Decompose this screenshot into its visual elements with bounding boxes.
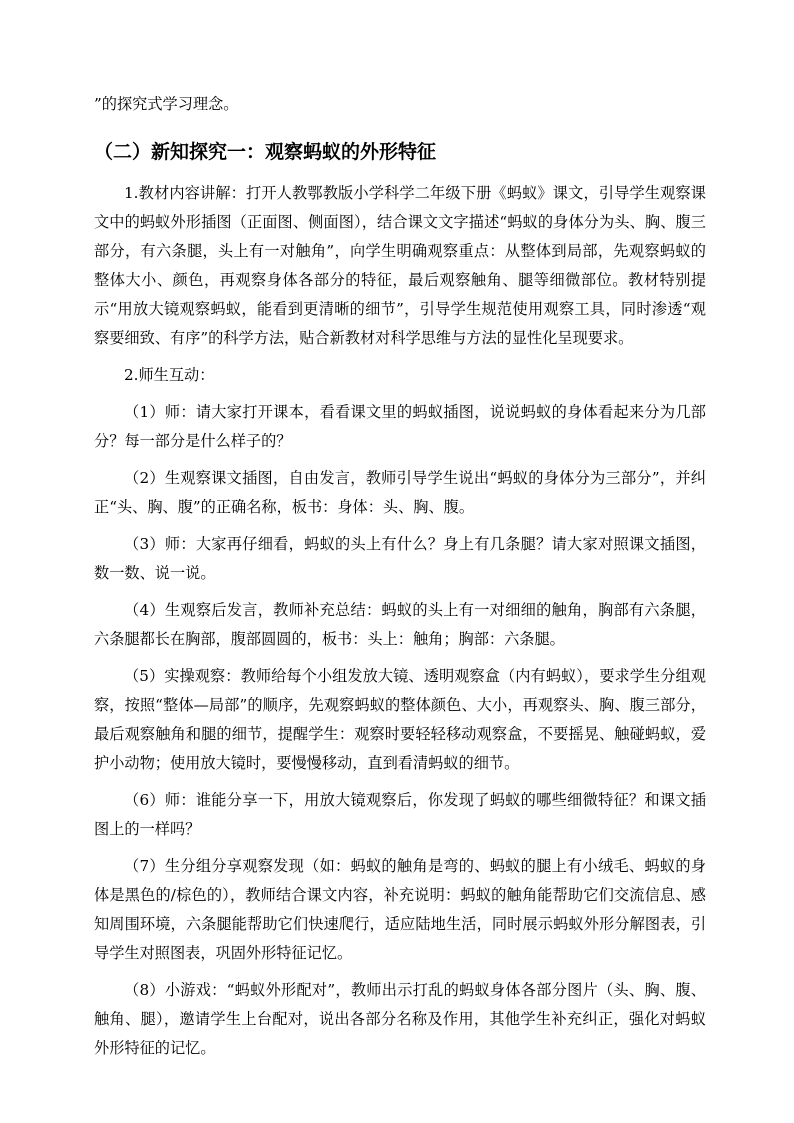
paragraph-step-2: （2）生观察课文插图，自由发言，教师引导学生说出“蚂蚁的身体分为三部分”，并纠正“头、胸、腹”的正确名称，板书：身体：头、胸、腹。 <box>94 469 706 516</box>
paragraph-interaction-title: 2.师生互动： <box>124 366 215 384</box>
paragraph-step-3: （3）师：大家再仔细看，蚂蚁的头上有什么？身上有几条腿？请大家对照课文插图，数一数、说一说。 <box>94 535 706 582</box>
paragraph-step-1: （1）师：请大家打开课本，看看课文里的蚂蚁插图，说说蚂蚁的身体看起来分为几部分？每一部分是什么样子的？ <box>94 403 706 450</box>
section-heading: （二）新知探究一：观察蚂蚁的外形特征 <box>94 141 437 163</box>
paragraph-step-4: （4）生观察后发言，教师补充总结：蚂蚁的头上有一对细细的触角，胸部有六条腿，六条腿都长在胸部，腹部圆圆的，板书：头上：触角；胸部：六条腿。 <box>94 601 706 648</box>
paragraph-step-7: （7）生分组分享观察发现（如：蚂蚁的触角是弯的、蚂蚁的腿上有小绒毛、蚂蚁的身体是黑色的/棕色的），教师结合课文内容，补充说明：蚂蚁的触角能帮助它们交流信息、感知周围环境，六条腿能帮助它们快速爬行，适应陆地生活，同时展示蚂蚁外形分解图表，引导学生对照图表，巩固外形特征记忆。 <box>94 857 706 962</box>
paragraph-step-5: （5）实操观察：教师给每个小组发放大镜、透明观察盒（内有蚂蚁），要求学生分组观察，按照“整体—局部”的顺序，先观察蚂蚁的整体颜色、大小，再观察头、胸、腹三部分，最后观察触角和腿的细节，提醒学生：观察时要轻轻移动观察盒，不要摇晃、触碰蚂蚁，爱护小动物；使用放大镜时，要慢慢移动，直到看清蚂蚁的细节。 <box>94 667 706 772</box>
lead-continuation-text: ”的探究式学习理念。 <box>94 95 239 113</box>
paragraph-step-6: （6）师：谁能分享一下，用放大镜观察后，你发现了蚂蚁的哪些细微特征？和课文插图上的一样吗？ <box>94 791 706 838</box>
page-content <box>94 90 706 1071</box>
paragraph-textbook-explanation: 1.教材内容讲解：打开人教鄂教版小学科学二年级下册《蚂蚁》课文，引导学生观察课文中的蚂蚁外形插图（正面图、侧面图），结合课文文字描述“蚂蚁的身体分为头、胸、腹三部分，有六条腿，头上有一对触角”，向学生明确观察重点：从整体到局部，先观察蚂蚁的整体大小、颜色，再观察身体各部分的特征，最后观察触角、腿等细微部位。教材特别提示“用放大镜观察蚂蚁，能看到更清晰的细节”，引导学生规范使用观察工具，同时渗透“观察要细致、有序”的科学方法，贴合新教材对科学思维与方法的显性化呈现要求。 <box>94 184 706 347</box>
paragraph-step-8: （8）小游戏：“蚂蚁外形配对”，教师出示打乱的蚂蚁身体各部分图片（头、胸、腹、触角、腿），邀请学生上台配对，说出各部分名称及作用，其他学生补充纠正，强化对蚂蚁外形特征的记忆。 <box>94 981 706 1057</box>
